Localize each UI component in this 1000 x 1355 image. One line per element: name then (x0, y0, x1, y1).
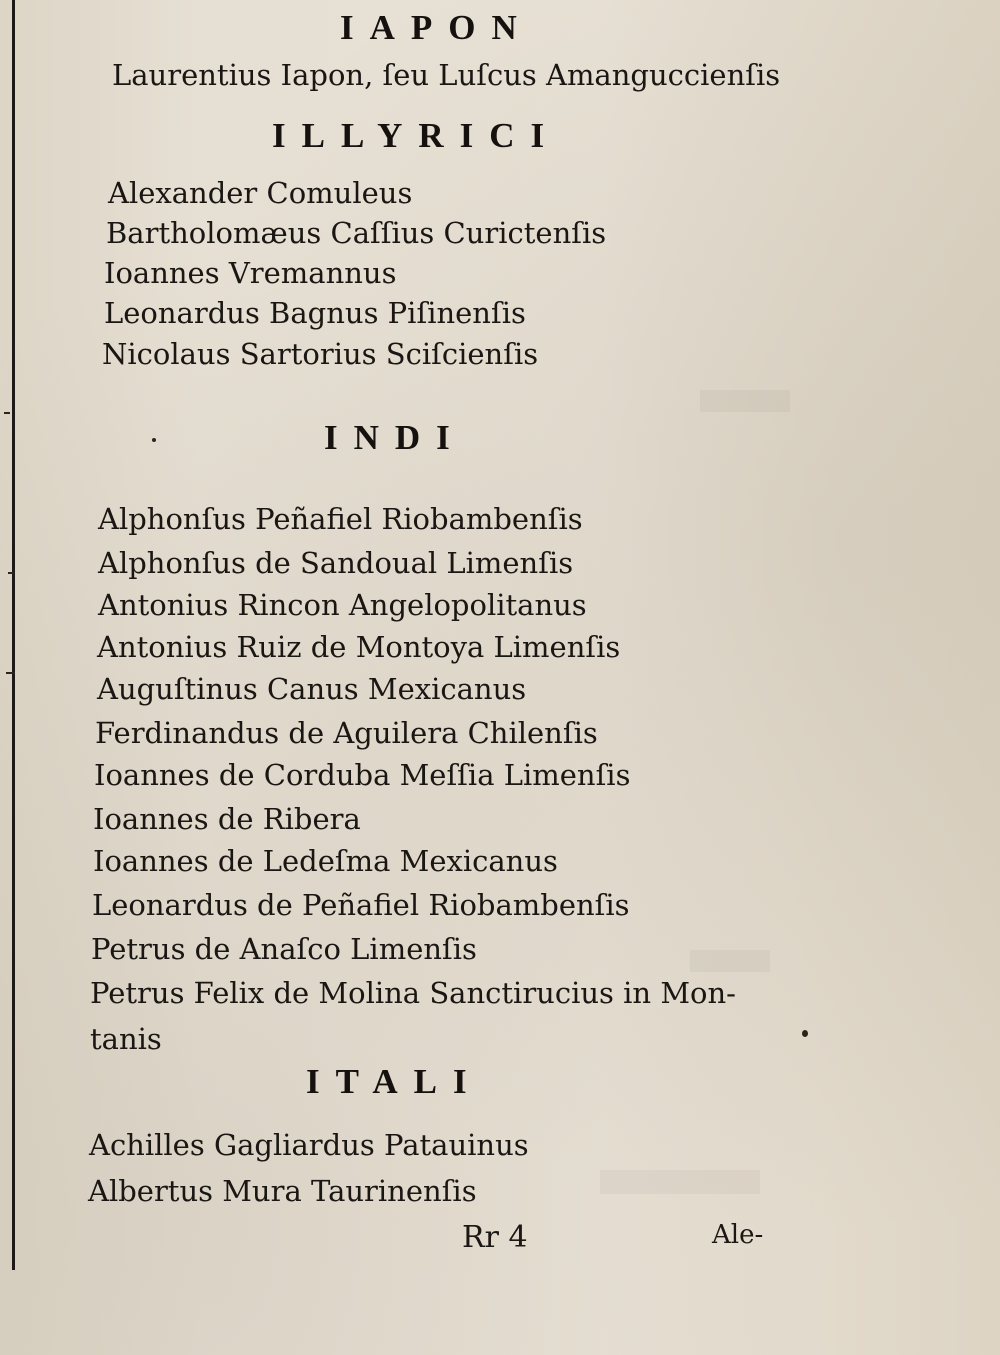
name-entry: Ioannes de Ledeſma Mexicanus (93, 844, 558, 878)
name-entry: Bartholomæus Caſſius Curictenſis (106, 216, 607, 250)
section-heading-itali: ITALI (306, 1062, 483, 1101)
signature-mark: Rr 4 (462, 1220, 528, 1255)
name-entry: Ioannes Vremannus (104, 256, 397, 290)
catchword: Ale- (712, 1220, 764, 1250)
name-entry: Ioannes de Corduba Meſſia Limenſis (94, 758, 631, 792)
section-heading-iapon: IAPON (340, 8, 533, 47)
name-entry: Petrus Felix de Molina Sanctirucius in Mon- (90, 976, 736, 1010)
name-entry: Antonius Rincon Angelopolitanus (98, 588, 587, 622)
section-heading-indi: INDI (324, 418, 466, 457)
name-entry: Antonius Ruiz de Montoya Limenſis (97, 630, 621, 664)
name-entry-continuation: tanis (90, 1022, 162, 1056)
name-entry: Leonardus Bagnus Piſinenſis (104, 296, 526, 330)
ink-speck (152, 438, 156, 442)
name-entry: Auguſtinus Canus Mexicanus (97, 672, 527, 706)
name-entry: Albertus Mura Taurinenſis (88, 1174, 477, 1208)
name-entry: Leonardus de Peñafiel Riobambenſis (92, 888, 630, 922)
name-entry: Alexander Comuleus (108, 176, 413, 210)
name-entry: Alphonſus Peñafiel Riobambenſis (98, 502, 583, 536)
section-heading-illyrici: ILLYRICI (272, 116, 561, 155)
name-entry: Laurentius Iapon, ſeu Luſcus Amanguccienſis (112, 58, 781, 92)
name-entry: Ioannes de Ribera (93, 802, 361, 836)
name-entry: Nicolaus Sartorius Sciſcienſis (102, 337, 539, 371)
name-entry: Ferdinandus de Aguilera Chilenſis (95, 716, 598, 750)
ink-speck (802, 1030, 808, 1037)
name-entry: Achilles Gagliardus Patauinus (89, 1128, 529, 1162)
name-entry: Alphonſus de Sandoual Limenſis (98, 546, 574, 580)
name-entry: Petrus de Anaſco Limenſis (91, 932, 477, 966)
